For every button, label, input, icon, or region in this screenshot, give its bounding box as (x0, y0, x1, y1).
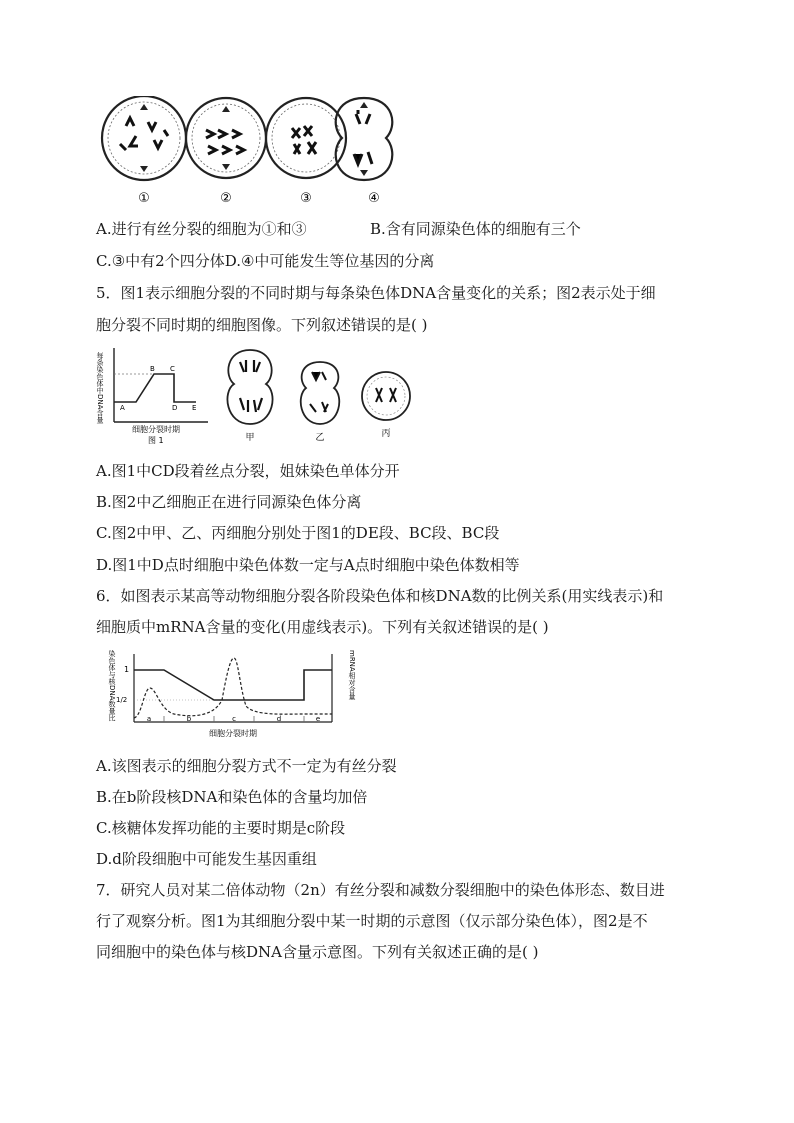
cell-bing-diagram (362, 372, 410, 439)
point-c: C (170, 365, 175, 373)
q6-stem-line-2: 细胞质中mRNA含量的变化(用虚线表示)。下列有关叙述错误的是( ) (96, 618, 549, 636)
q5-option-b: B.图2中乙细胞正在进行同源染色体分离 (96, 493, 362, 511)
q7-stem-line-2: 行了观察分析。图1为其细胞分裂中某一时期的示意图（仅示部分染色体），图2是不 (96, 912, 648, 930)
point-e: E (192, 404, 197, 412)
point-b: B (150, 365, 155, 373)
label-jia: 甲 (245, 433, 255, 443)
q5-option-c: C.图2中甲、乙、丙细胞分别处于图1的DE段、BC段、BC段 (96, 524, 500, 542)
q5-option-a: A.图1中CD段着丝点分裂，姐妹染色单体分开 (96, 462, 400, 480)
cell-label-4: ④ (368, 191, 380, 206)
q4-option-a: A.进行有丝分裂的细胞为①和③ (96, 220, 307, 238)
q5-stem-line-2: 胞分裂不同时期的细胞图像。下列叙述错误的是( ) (96, 316, 428, 334)
label-yi: 乙 (315, 433, 325, 443)
q5-fig1-ylabel: 每条染色体中DNA含量 (96, 352, 104, 424)
cell-3-diagram (266, 98, 346, 178)
q6-chart (104, 648, 364, 744)
q5-figure (96, 344, 426, 448)
q6-stem-line-1: 6．如图表示某高等动物细胞分裂各阶段染色体和核DNA数的比例关系(用实线表示)和 (96, 587, 664, 605)
q6-option-d: D.d阶段细胞中可能发生基因重组 (96, 850, 317, 868)
cell-jia-diagram (227, 350, 272, 443)
q6-ytick-half: 1/2 (116, 696, 128, 704)
q6-ylabel-left: 染色体与核DNA数量比 (108, 650, 116, 722)
ratio-line (134, 670, 332, 700)
q6-option-b: B.在b阶段核DNA和染色体的含量均加倍 (96, 788, 368, 806)
q4-cell-figure (98, 96, 428, 208)
q5-fig1-xlabel: 细胞分裂时期 (132, 425, 180, 434)
cell-4-diagram (336, 98, 393, 180)
q7-stem-line-3: 同细胞中的染色体与核DNA含量示意图。下列有关叙述正确的是( ) (96, 943, 539, 961)
cell-1-diagram (102, 96, 186, 180)
cell-label-1: ① (138, 191, 150, 206)
q6-ytick-1: 1 (124, 665, 130, 674)
cell-label-2: ② (220, 191, 232, 206)
point-a: A (120, 404, 125, 412)
cell-label-3: ③ (300, 191, 312, 206)
q5-option-d: D.图1中D点时细胞中染色体数一定与A点时细胞中染色体数相等 (96, 556, 520, 574)
q6-xlabel: 细胞分裂时期 (209, 729, 257, 738)
stage-e: e (315, 715, 321, 723)
stage-a: a (146, 715, 152, 723)
stage-c: c (232, 715, 236, 723)
q7-stem-line-1: 7．研究人员对某二倍体动物（2n）有丝分裂和减数分裂细胞中的染色体形态、数目进 (96, 881, 665, 899)
point-d: D (172, 404, 178, 412)
label-bing: 丙 (381, 429, 391, 439)
q5-fig1-caption: 图 1 (148, 436, 164, 445)
q6-option-a: A.该图表示的细胞分裂方式不一定为有丝分裂 (96, 757, 397, 775)
q6-ylabel-right: mRNA相对含量 (348, 650, 356, 700)
stage-d: d (276, 715, 282, 723)
q5-stem-line-1: 5．图1表示细胞分裂的不同时期与每条染色体DNA含量变化的关系；图2表示处于细 (96, 284, 656, 302)
mrna-curve (134, 658, 332, 718)
cell-2-diagram (186, 98, 266, 178)
q4-option-b: B.含有同源染色体的细胞有三个 (370, 220, 581, 238)
q5-fig1-graph (96, 348, 208, 445)
q4-option-cd: C.③中有2个四分体D.④中可能发生等位基因的分离 (96, 252, 435, 270)
q6-option-c: C.核糖体发挥功能的主要时期是c阶段 (96, 819, 346, 837)
cell-yi-diagram (301, 362, 340, 443)
stage-b: b (186, 715, 192, 723)
